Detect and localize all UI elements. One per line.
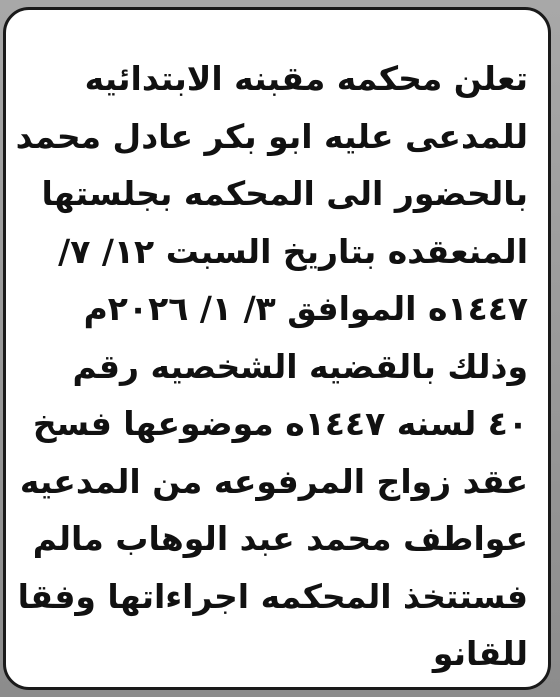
notice-line-6: وذلك بالقضيه الشخصيه رقم	[72, 346, 528, 386]
notice-line-9: عواطف محمد عبد الوهاب مالم	[32, 519, 528, 558]
notice-line-1: تعلن محكمه مقبنه الابتدائيه	[84, 59, 528, 98]
notice-line-11: للقانو	[432, 634, 528, 673]
notice-line-10: فستتخذ المحكمه اجراءاتها وفقا	[17, 576, 528, 616]
notice-card	[3, 7, 551, 690]
notice-line-7: ٤٠ لسنه ١٤٤٧ه موضوعها فسخ	[32, 404, 528, 443]
notice-line-4: المنعقده بتاريخ السبت ١٢/ ٧/	[58, 231, 528, 271]
notice-text	[15, 50, 528, 683]
notice-line-3: بالحضور الى المحكمه بجلستها	[41, 174, 528, 213]
notice-line-8: عقد زواج المرفوعه من المدعيه	[19, 461, 528, 501]
notice-line-2: للمدعى عليه ابو بكر عادل محمد	[15, 116, 528, 156]
notice-line-5: ١٤٤٧ه الموافق ٣/ ١/ ٢٠٢٦م	[83, 289, 528, 328]
